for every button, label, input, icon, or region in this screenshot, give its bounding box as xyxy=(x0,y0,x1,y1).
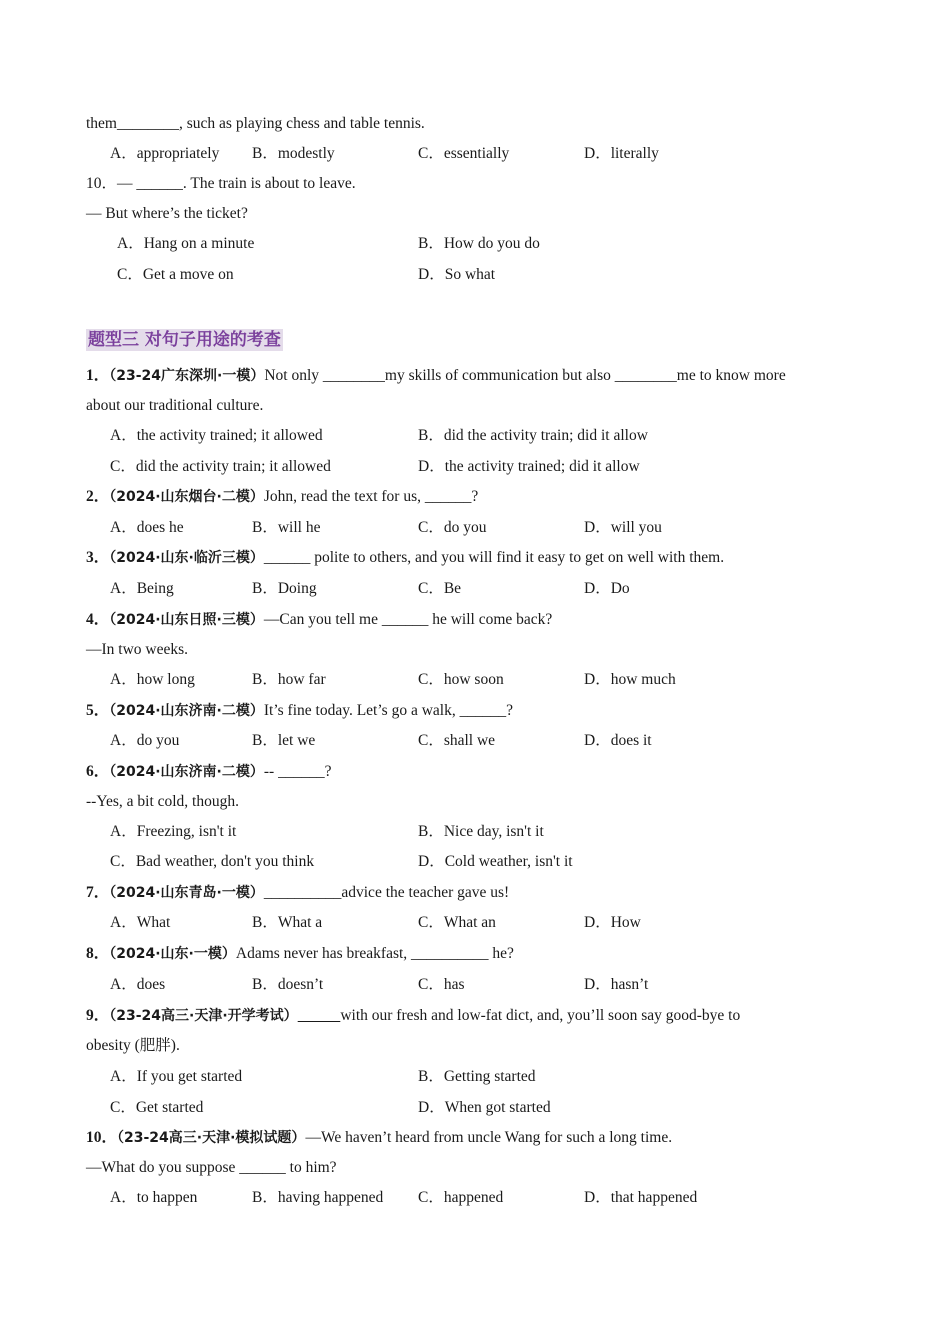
question-source: （2024·山东济南·二模） xyxy=(109,703,264,719)
question-10-stem: 10．— ______. The train is about to leave. xyxy=(86,175,356,192)
question-number: 5． xyxy=(86,702,110,719)
question-source: （2024·山东·临沂三模） xyxy=(109,550,264,566)
option-b: B．How do you do xyxy=(418,235,540,252)
question-text: John, read the text for us, ______? xyxy=(263,488,479,505)
option-a: A．If you get started xyxy=(110,1068,243,1085)
option-c: C．Get a move on xyxy=(117,266,234,283)
question-4 xyxy=(86,610,864,630)
option-d: D．how much xyxy=(584,671,676,688)
option-a: A．Hang on a minute xyxy=(117,235,255,252)
option-c: C．shall we xyxy=(418,732,496,749)
question-3 xyxy=(86,548,864,568)
question-10-reply: — But where’s the ticket? xyxy=(86,205,248,222)
question-source: （23-24高三·天津·开学考试） xyxy=(109,1008,298,1024)
option-d: D．does it xyxy=(584,732,652,749)
option-c: C．do you xyxy=(418,519,487,536)
question-source: （2024·山东济南·二模） xyxy=(109,764,264,780)
option-d: D．Cold weather, isn't it xyxy=(418,853,573,870)
option-c: C．Get started xyxy=(110,1099,204,1116)
option-a: A．does he xyxy=(110,519,184,536)
question-9 xyxy=(86,1006,864,1026)
option-a: A．how long xyxy=(110,671,195,688)
question-5 xyxy=(86,701,864,721)
option-b: B．Doing xyxy=(252,580,317,597)
question-number: 2． xyxy=(86,488,110,505)
section-title: 题型三 对句子用途的考查 xyxy=(88,330,281,350)
option-b: B．modestly xyxy=(252,145,335,162)
option-d: D．will you xyxy=(584,519,662,536)
question-source: （23-24广东深圳·一模） xyxy=(109,368,265,384)
question-text: -- ______? xyxy=(263,763,332,780)
question-text: ______ polite to others, and you will find it easy to get on well with them. xyxy=(263,549,725,566)
question-8 xyxy=(86,944,864,964)
question-text: Not only ________my skills of communication but also ________me to know more xyxy=(264,367,786,384)
option-b: B．having happened xyxy=(252,1189,384,1206)
question-2 xyxy=(86,487,864,507)
question-text: Adams never has breakfast, __________ he? xyxy=(235,945,514,962)
option-c: C．has xyxy=(418,976,465,993)
question-7 xyxy=(86,883,864,903)
option-d: D．So what xyxy=(418,266,496,283)
question-number: 6． xyxy=(86,763,110,780)
question-text: —We haven’t heard from uncle Wang for such a long time. xyxy=(305,1129,673,1146)
question-number: 3． xyxy=(86,549,110,566)
question-number: 8． xyxy=(86,945,110,962)
option-b: B．Nice day, isn't it xyxy=(418,823,544,840)
option-a: A．Freezing, isn't it xyxy=(110,823,237,840)
question-number: 10． xyxy=(86,1129,118,1146)
question-text-continued: about our traditional culture. xyxy=(86,397,264,414)
question-text: __________advice the teacher gave us! xyxy=(263,884,510,901)
option-a: A．the activity trained; it allowed xyxy=(110,427,323,444)
option-d: D．the activity trained; did it allow xyxy=(418,458,640,475)
question-source: （2024·山东烟台·二模） xyxy=(109,489,264,505)
question-number: 4． xyxy=(86,611,110,628)
option-d: D．Do xyxy=(584,580,630,597)
option-d: D．How xyxy=(584,914,641,931)
option-c: C．happened xyxy=(418,1189,504,1206)
option-a: A．do you xyxy=(110,732,180,749)
question-source: （2024·山东日照·三模） xyxy=(109,612,264,628)
option-c: C．did the activity train; it allowed xyxy=(110,458,331,475)
question-6 xyxy=(86,762,864,782)
question-number: 1． xyxy=(86,367,110,384)
question-text: with our fresh and low-fat dict, and, you’ll soon say good-bye to xyxy=(340,1007,741,1024)
question-number: 7． xyxy=(86,884,110,901)
option-c: C．how soon xyxy=(418,671,504,688)
option-b: B．did the activity train; did it allow xyxy=(418,427,648,444)
question-1 xyxy=(86,366,864,386)
option-d: D．that happened xyxy=(584,1189,698,1206)
option-d: D．literally xyxy=(584,145,659,162)
option-b: B．let we xyxy=(252,732,316,749)
option-c: C．essentially xyxy=(418,145,510,162)
question-source: （2024·山东·一模） xyxy=(109,946,236,962)
answer-blank xyxy=(298,1007,341,1024)
option-c: C．Be xyxy=(418,580,462,597)
option-a: A．What xyxy=(110,914,171,931)
option-b: B．doesn’t xyxy=(252,976,324,993)
question-text: It’s fine today. Let’s go a walk, ______? xyxy=(263,702,513,719)
question-9-tail: them________, such as playing chess and table tennis. xyxy=(86,115,425,132)
option-d: D．hasn’t xyxy=(584,976,649,993)
question-10 xyxy=(86,1128,864,1148)
question-text-continued: —What do you suppose ______ to him? xyxy=(86,1159,337,1176)
option-d: D．When got started xyxy=(418,1099,551,1116)
option-b: B．What a xyxy=(252,914,323,931)
question-text: —Can you tell me ______ he will come back? xyxy=(263,611,553,628)
question-text-continued: —In two weeks. xyxy=(86,641,189,658)
option-c: C．Bad weather, don't you think xyxy=(110,853,315,870)
option-a: A．to happen xyxy=(110,1189,198,1206)
option-b: B．will he xyxy=(252,519,321,536)
option-a: A．appropriately xyxy=(110,145,220,162)
option-c: C．What an xyxy=(418,914,496,931)
option-a: A．does xyxy=(110,976,166,993)
option-b: B．Getting started xyxy=(418,1068,536,1085)
option-a: A．Being xyxy=(110,580,174,597)
option-b: B．how far xyxy=(252,671,326,688)
question-text-continued: obesity (肥胖). xyxy=(86,1037,180,1054)
question-number: 9． xyxy=(86,1007,110,1024)
question-source: （23-24高三·天津·模拟试题） xyxy=(117,1130,306,1146)
question-text-continued: --Yes, a bit cold, though. xyxy=(86,793,239,810)
question-source: （2024·山东青岛·一模） xyxy=(109,885,264,901)
